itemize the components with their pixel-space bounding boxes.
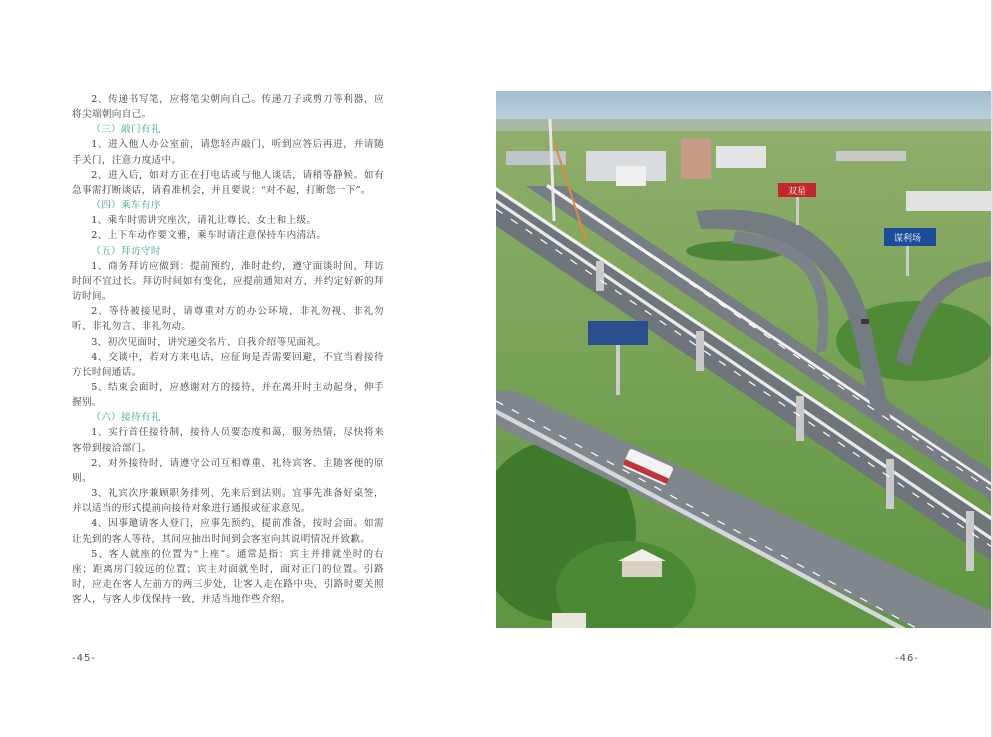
page-right	[496, 0, 993, 737]
section-heading: （六）接待有礼	[91, 412, 161, 424]
paragraph: 2、对外接待时，请遵守公司互相尊重、礼待宾客、主随客便的原则。	[72, 457, 384, 484]
sign-right-text: 谋利场	[894, 234, 922, 244]
section-heading: （三）敲门有礼	[91, 124, 161, 136]
paragraph: 2、进入后，如对方正在打电话或与他人谈话，请稍等静候。如有急事需打断谈话，请看准机会，并且要说：“对不起，打断您一下”。	[72, 169, 384, 196]
paragraph: 1、实行首任接待制，接待人员要态度和蔼，服务热情，尽快将来客带到接洽部门。	[72, 427, 384, 454]
page-left	[0, 0, 496, 737]
sign-left-text: 双星	[788, 187, 807, 197]
paragraph: 1、商务拜访应做到：提前预约，准时赴约，遵守面谈时间，拜访时间不宜过长。拜访时间如有变化，应提前通知对方，并约定好新的拜访时间。	[72, 260, 384, 303]
page-number-right: -46-	[895, 653, 919, 664]
paragraph: 5、客人就座的位置为“上座”。通常是指：宾主并排就坐时的右座；距离房门较远的位置；宾主对面就坐时，面对正门的位置。引路时，应走在客人左前方的两三步处，让客人走在路中央，引路时要关照客人，与客人步伐保持一致，并适当地作些介绍。	[72, 548, 384, 606]
paragraph: 3、初次见面时，讲究递交名片、自我介绍等见面礼。	[91, 336, 327, 348]
paragraph: 2、传递书写笔，应将笔尖朝向自己。传递刀子或剪刀等利器，应将尖端朝向自己。	[72, 94, 384, 121]
paragraph: 1、乘车时需讲究座次，请礼让尊长、女士和上级。	[91, 215, 317, 227]
paragraph: 2、上下车动作要文雅，乘车时请注意保持车内清洁。	[91, 230, 327, 242]
paragraph: 4、交谈中，若对方来电话，应征询是否需要回避，不宜当着接待方长时间通话。	[72, 351, 384, 378]
paragraph: 1、进入他人办公室前，请您轻声敲门，听到应答后再进，并请随手关门，注意力度适中。	[72, 139, 384, 166]
body-text	[72, 92, 384, 607]
paragraph: 4、因事邀请客人登门，应事先预约，提前准备，按时会面。如需让先到的客人等待，其间应抽出时间到会客室向其说明情况并致歉。	[72, 518, 384, 545]
highway-interchange-photo	[496, 91, 992, 628]
section-heading: （四）乘车有序	[91, 200, 161, 212]
paragraph: 2、等待被接见时，请尊重对方的办公环境，非礼勿视、非礼勿听、非礼勿言、非礼勿动。	[72, 306, 384, 333]
paragraph: 3、礼宾次序兼顾职务排列、先来后到法则。宜事先准备好桌签，并以适当的形式提前向接待对象进行通报或征求意见。	[72, 488, 384, 515]
section-heading: （五）拜访守时	[91, 245, 161, 257]
page-number-left: -45-	[72, 653, 96, 664]
paragraph: 5、结束会面时，应感谢对方的接待，并在离开时主动起身，伸手握别。	[72, 381, 384, 409]
